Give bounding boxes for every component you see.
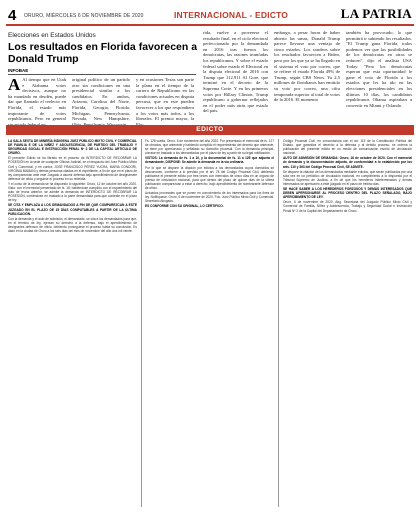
edicto-column-3 xyxy=(283,139,412,507)
article-column-text: Al tiempo que en Utah e Alabama votos decisivos, aunque no ha mandado en desdén, puede dar que llamado el reelecto en Florida, el estado más importante de votos republicanos. Pero en general xyxy=(8,77,66,122)
edicto-title: EDICTO xyxy=(196,126,224,133)
edicto-paragraph: AUTO DE ADMISIÓN DE DEMANDA: Oruro, 16 de octubre de 2020. Con el memorial de demanda y la documentación adjunta, de conformidad a lo establecido por los arts. 110 y 363 del Código Procesal Civil, SE ADMITE. xyxy=(283,156,412,169)
article-column-6 xyxy=(346,30,412,123)
edicto-paragraph: Fs. 128 vuelta. Oruro, 6 de noviembre del año 2020. Por presentado el memorial de fs. 127 de obrados, que antecede y habiendo cumplido el requerimiento del decreto que antecede, se tiene por apersonado y señalado su domicilio procesal. Con la demanda principal, córrase en traslado a los demandados por el plazo de ley a partir de su legal notificación. xyxy=(145,139,274,156)
article-column-3 xyxy=(136,77,194,122)
edicto-column-2 xyxy=(145,139,274,507)
article-column-text: también ha provocado, lo que permitirá ir sabiendo los resultados. "El Trump gana Florida, todos podemos ver que las posibilidades de los demócratas en otras se reducen", dijo el analista USA Today. "Pero los demócratas esperan que esta oportunidad le gane el voto de Florida a los estados que les ha ido en las elecciones presidenciales en los últimos 10 días, los candidatos republicanos Obama aspiraban a convertir en Miami y Orlando. xyxy=(346,30,412,108)
page-number: 4 xyxy=(8,7,17,24)
section-title: INTERNACIONAL - EDICTO xyxy=(174,10,289,20)
edicto-paragraph: Código Procesal Civil, en concordancia con el art. 115 de la Constitución Política del Estado, que garantiza el derecho a la defensa y al debido proceso, se ordena la publicación del presente edicto en un medio de comunicación escrito de circulación nacional. xyxy=(283,139,412,156)
header-rule xyxy=(6,24,414,26)
article-column-text: rida, vuelve a proveerse el resultado final, en el ciclo electoral perfeccionado por la demandada en 2016 tras fueron los demócratas, las razones triunfadas los republicanos. Y sobre el estado federal sobre estado el Electoral en la disputa electoral de 2016 con Trump que 112.911 Al Gore, que terminó en el decreto de la Suprema Corte. Y en los primeros votos por Hillary Clinton, Trump republicano a gobernar reflejados en el poder más atrás que estado del país. xyxy=(203,30,268,114)
edicto-paragraph: LA SALA SEXTA DE MINERÍA INDIGENA JUEZ PÚBLICO MIXTO CIVIL Y COMERCIAL DE FAMILIA E DE LA NIÑEZ Y ADOLESCENCIA, DE PARTIDO DEL TRABAJO Y SEGURIDAD SOCIAL E INSTRUCCIÓN PENAL Nº 2 DE LA CAPITAL ARTICULO DE ORURO. xyxy=(8,139,137,156)
edicto-paragraph: Se dispone la citación de los demandados mediante edictos, que serán publicados por una sola vez en un periódico de circulación nacional, en cumplimiento a lo dispuesto por el Tribunal Supremo de Justicia, a fin de que los herederos indeterminados y demás interesados se apersonen a este juzgado en el plazo de treinta días. xyxy=(283,169,412,186)
column-divider xyxy=(278,139,279,507)
article-column-5 xyxy=(274,30,340,123)
edicto-paragraph: El presente Edicto se ha librado en el proceso de INTERDICTO DE RECOBRAR LA POSESIÓN en la sede de cualquier Oficina Judicial, en el despacho del Juez Público Mixto Civil y Comercial, y en contra: JOSÉ FRANCISCO PÉREZ YUCRA, MARIA CONDORI, VIRGINIA MAMANI y demás personas citadas en el expediente, a fin de que en el plazo de ley comparezcan ante este Juzgado a asumir defensa bajo apercibimiento de designársele defensor de oficio y seguirse el proceso en su rebeldía. xyxy=(8,156,137,181)
article-column-4 xyxy=(203,30,268,123)
edicto-paragraph: Actuados procesales que se ponen en conocimiento de los interesados para los fines de ley. Notifíquese. Oruro, 6 de noviembre de 2020. Fdo. Juez Público Mixto Civil y Comercial. Secretario Abogado. xyxy=(145,191,274,204)
drop-cap: A xyxy=(8,75,21,94)
edicto-paragraph: Con la demanda y el auto de admisión, el demandado, se cita a los demandados para que, en el término de ley, ejerzan su derecho a la defensa, bajo el apercibimiento de designarles defensor de oficio, debiendo proseguirse el proceso hasta su conclusión. Es dado en la ciudad de Oruro a los seis días del mes de noviembre del año dos mil veinte. xyxy=(8,216,137,233)
edicto-paragraph: Oruro, 6 de noviembre de 2020. Abg. Secretaria del Juzgado Público Mixto Civil y Comercial de Familia, Niñez y Adolescencia, Trabajo y Seguridad Social e Instrucción Penal Nº 2 de la Capital del Departamento de Oruro. xyxy=(283,200,412,213)
source-rule xyxy=(8,74,196,75)
edicto-paragraph: ES CONFORME CON SU ORIGINAL, LO CERTIFICO. xyxy=(145,204,224,209)
masthead xyxy=(6,6,414,26)
dateline: ORURO, MIÉRCOLES 6 DE NOVIEMBRE DE 2020 xyxy=(24,13,144,19)
edicto-column-1 xyxy=(8,139,137,507)
article-kicker: Elecciones en Estados Unidos xyxy=(8,32,96,39)
edicto-paragraph: VISTOS: La demanda de fs. 1 a 10, y la documental de fs. 11 a 125 que adjunta el demandante, DISPONE: Se admite la demanda en la vía ordinaria. xyxy=(145,156,274,165)
column-divider xyxy=(141,139,142,507)
edicto-paragraph: SE CITA Y EMPLAZA A LOS DEMANDADOS A FIN DE QUE COMPAREZCAN A ESTE JUZGADO EN EL PLAZO DE 15 DÍAS COMPUTABLES A PARTIR DE LA ÚLTIMA PUBLICACIÓN. xyxy=(8,203,137,216)
edicto-paragraph: SE HACE SABER A LOS HEREDEROS FORZOSOS Y DEMÁS INTERESADOS QUE DEBEN APERSONARSE AL PROCESO DENTRO DEL PLAZO SEÑALADO, BAJO APERCIBIMIENTO DE LEY. xyxy=(283,187,412,200)
article-column-2 xyxy=(72,77,130,122)
newspaper-logo: LA PATRIA xyxy=(340,6,412,21)
edicto-paragraph: Por lo que se dispone la citación por edictos a los demandados cuyos domicilios se desconocen, conforme a lo previsto por el art. 78 del Código Procesal Civil, debiendo publicarse el presente edicto por tres veces con intervalos de cinco días en un órgano de prensa de circulación nacional, para que dentro del plazo de quince días de la última publicación comparezcan a estar a derecho, bajo apercibimiento de nombrársele defensor de oficio. xyxy=(145,165,274,191)
article-column-text: y en ocasiones Texas son parte la plana en el tiempo de la carrera de Republicano en las condiciones actuales en disputa percusa, que en este pueden favorecer a los que respondiera a los votos más todos, a los liberales. El premio mayor, la xyxy=(136,77,194,122)
article-column-1 xyxy=(8,77,66,122)
article-headline: Los resultados en Florida favorecen a Donald Trump xyxy=(8,41,198,65)
edicto-paragraph: Y el curso de la demanda se ha dispuesto lo siguiente: Oruro, 12 de octubre del año 2020. Visto: con el memorial presentado de fs. 18, habiéndose cumplido con el requerimiento del auto de fecha anterior, se admite la demanda de INTERDICTO DE RECOBRAR LA POSESIÓN, corriéndose en traslado a la parte demandada para que conteste en el plazo de ley. xyxy=(8,181,137,203)
article-column-text: original político de un partido otro sin condiciones en una presidencial similar a los candidatos. En ambos, Arizona, Carolina del Norte, Florida, Georgia, Florida, Michigan, Pennsylvania, Nevada, New Hampshire, xyxy=(72,77,130,122)
article-source: INFOBAE xyxy=(8,68,29,73)
article-column-text: embargo, a pesar horas de haber abierto las urnas, Donald Trump parece llevarse una ventaja de cinco estados. Los sondeos sobre los resultados favorecen a Biden, pero por los que ya se ha llegado en el sistema el voto por correo, que se refiere el estado Florida 49% de Trump, según CBS News. Ya 2,5 millones de floridianos han emitido su voto por correo, una cifra temporada superior al total de votos de la 2016. El momento xyxy=(274,30,340,103)
